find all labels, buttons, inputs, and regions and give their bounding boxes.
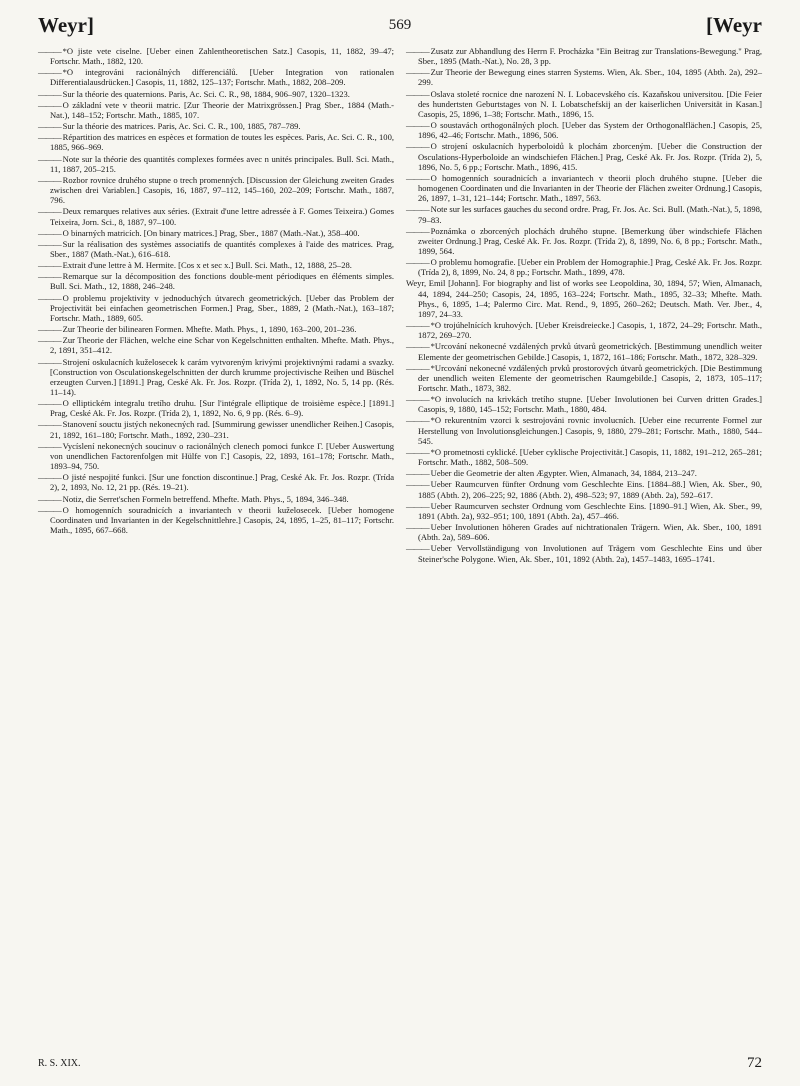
bibliography-entry: ——— Oslava stoleté rocnice dne narození N. I. Lobacevského cís. Kazaňskou universitou. [Die Feier des hundertsten Geburtstages von N. I. Lobatschefskij an der kaiserlichen Universität in Kasan.] Casopis, 25, 1896, 1–38; Fortschr. Math., 1896, 15. xyxy=(406,89,762,119)
bibliography-entry: ——— Ueber Raumcurven fünfter Ordnung vom Geschlechte Eins. [1884–88.] Wien, Ak. Sber., 90, 1885 (Abth. 2), 206–225; 92, 1886 (Abth. 2), 498–523; 97, 1889 (Abth. 2a), 592–617. xyxy=(406,479,762,499)
bibliography-entry: ——— O homogenních souradnicích a invariantech v theorii kuželosecek. [Ueber homogene Coordinaten und Invarianten in der Kegelschnittlehre.] Casopis, 24, 1895, 1–25, 81–117; Fortschr. Math., 1895, 667–668. xyxy=(38,505,394,535)
bibliography-entry: ——— Note sur la théorie des quantités complexes formées avec n unités principales. Bull. Sci. Math., 11, 1887, 205–215. xyxy=(38,154,394,174)
bibliography-entry: ——— Extrait d'une lettre à M. Hermite. [Cos x et sec x.] Bull. Sci. Math., 12, 1888, 25–28. xyxy=(38,260,394,270)
bibliography-entry: ——— *Urcování nekonecné vzdálených prvků prostorových útvarů geometrických. [Die Bestimmung der unendlich weiten Elemente der geometrischen Raumgebilde.] Casopis, 2, 1873, 105–117; Fortschr. Math., 1873, 382. xyxy=(406,363,762,393)
bibliography-entry: ——— Sur la théorie des quaternions. Paris, Ac. Sci. C. R., 98, 1884, 906–907, 1320–1323. xyxy=(38,89,394,99)
running-header xyxy=(38,10,762,40)
bibliography-entry: ——— *O rekurentním vzorci k sestrojováni rovnic involucních. [Ueber eine recurrente Formel zur Herstellung von Involutionsgleichungen.] Casopis, 9, 1880, 279–281; Fortschr. Math., 1880, 544–545. xyxy=(406,415,762,445)
bibliography-entry: ——— *O trojúhelnících kruhových. [Ueber Kreisdreiecke.] Casopis, 1, 1872, 24–29; Fortschr. Math., 1872, 269–270. xyxy=(406,320,762,340)
bibliography-entry: ——— O soustavách orthogonálných ploch. [Ueber das System der Orthogonalflächen.] Casopis, 25, 1896, 42–46; Fortschr. Math., 1896, 506. xyxy=(406,120,762,140)
bibliography-entry: Weyr, Emil [Johann]. For biography and list of works see Leopoldina, 30, 1894, 57; Wien, Almanach, 44, 1894, 244–250; Casopis, 24, 1895, 163–224; Fortschr. Math., 1895, 32–33; Mhefte. Math. Phys., 6, 1895, 1–4; Palermo Circ. Mat. Rend., 9, 1895, 260–262; Deutsch. Math. Ver. Jber., 4, 1897, 24–33. xyxy=(406,278,762,319)
bibliography-entry: ——— *O integrováni racionálných differenciálů. [Ueber Integration von rationalen Differentialausdrücken.] Casopis, 11, 1882, 125–137; Fortschr. Math., 1882, 208–209. xyxy=(38,67,394,87)
bibliography-entry: ——— O homogenních souradnicích a invariantech v theorii ploch druhého stupne. [Ueber die homogenen Coordinaten und die Invarianten in der Theorie der Flächen zweiter Ordnung.] Casopis, 26, 1897, 1–31, 121–144; Fortschr. Math., 1897, 563. xyxy=(406,173,762,203)
bibliography-entry: ——— Zur Theorie der bilinearen Formen. Mhefte. Math. Phys., 1, 1890, 163–200, 201–236. xyxy=(38,324,394,334)
bibliography-entry: ——— Rozbor rovnice druhého stupne o trech promenných. [Discussion der Gleichung zweiten Grades zwischen drei Variablen.] Casopis, 16, 1887, 97–112, 145–160, 202–209; Fortschr. Math., 1887, 796. xyxy=(38,175,394,205)
bibliography-entry: ——— O strojení oskulacních hyperboloidů k plochám zborceným. [Ueber die Construction der Osculations-Hyperboloide an windschiefen Flächen.] Prag, Ceské Ak. Fr. Jos. Rozpr. (Trída 2), 5, 1896, No. 5, 6 pp.; Fortschr. Math., 1896, 415. xyxy=(406,141,762,171)
bibliography-entry: ——— O problemu homografie. [Ueber ein Problem der Homographie.] Prag, Ceské Ak. Fr. Jos. Rozpr. (Trída 2), 8, 1899, No. 24, 8 pp.; Fortschr. Math., 1899, 478. xyxy=(406,257,762,277)
page-number-bottom: 72 xyxy=(747,1054,762,1071)
bibliography-entry: ——— Répartition des matrices en espèces et formation de toutes les espèces. Paris, Ac. Sci. C. R., 100, 1885, 966–969. xyxy=(38,132,394,152)
bibliography-entry: ——— Poznámka o zborcených plochách druhého stupne. [Bemerkung über windschiefe Flächen zweiter Ordnung.] Prag, Ceské Ak. Fr. Jos. Rozpr. (Trída 2), 8, 1899, No. 6, 8 pp.; Fortschr. Math., 1899, 564. xyxy=(406,226,762,256)
bibliography-entry: ——— Note sur les surfaces gauches du second ordre. Prag, Fr. Jos. Ac. Sci. Bull. (Math.-Nat.), 5, 1898, 79–83. xyxy=(406,204,762,224)
bibliography-entry: ——— Zur Theorie der Bewegung eines starren Systems. Wien, Ak. Sber., 104, 1895 (Abth. 2a), 292–299. xyxy=(406,67,762,87)
right-column xyxy=(406,46,762,1051)
bibliography-entry: ——— Ueber die Geometrie der alten Ægypter. Wien, Almanach, 34, 1884, 213–247. xyxy=(406,468,762,478)
bibliography-entry: ——— Remarque sur la décomposition des fonctions double-ment périodiques en éléments simples. Bull. Sci. Math., 12, 1888, 246–248. xyxy=(38,271,394,291)
bibliography-entry: ——— Vycíslení nekonecných soucinuv o racionálných clenech pomoci funkce Γ. [Ueber Auswertung von unendlichen Factorenfolgen mit Hülfe von Γ.] Casopis, 22, 1893, 161–178; Fortschr. Math., 1893–94, 750. xyxy=(38,441,394,471)
bibliography-entry: ——— O elliptickém integralu tretího druhu. [Sur l'intégrale elliptique de troisième espèce.] [1891.] Prag, Ceské Ak. Fr. Jos. Rozpr. (Trída 2), 1, 1892, No. 6, 9 pp. (Rés. 6–9). xyxy=(38,398,394,418)
bibliography-entry: ——— Stanovení souctu jistých nekonecných rad. [Summirung gewisser unendlicher Reihen.] Casopis, 21, 1892, 161–180; Fortschr. Math., 1892, 230–231. xyxy=(38,419,394,439)
bibliography-entry: ——— Zusatz zur Abhandlung des Herrn F. Procházka "Ein Beitrag zur Translations-Bewegung." Prag, Sber., 1895 (Math.-Nat.), No. 28, 3 pp. xyxy=(406,46,762,66)
two-column-body xyxy=(38,46,762,1051)
signature-mark: R. S. XIX. xyxy=(38,1057,81,1069)
bibliography-entry: ——— O základní vete v theorii matric. [Zur Theorie der Matrixgrössen.] Prag Sber., 1884 (Math.-Nat.), 148–152; Fortschr. Math., 1885, 107. xyxy=(38,100,394,120)
bibliography-entry: ——— Sur la réalisation des systèmes associatifs de quantités complexes à l'aide des matrices. Prag, Sber., 1887 (Math.-Nat.), 616–618. xyxy=(38,239,394,259)
left-column xyxy=(38,46,394,1051)
bibliography-entry: ——— *O prometnosti cyklické. [Ueber cyklische Projectivität.] Casopis, 11, 1882, 191–212, 265–281; Fortschr. Math., 1882, 508–509. xyxy=(406,447,762,467)
bibliography-entry: ——— Notiz, die Serret'schen Formeln betreffend. Mhefte. Math. Phys., 5, 1894, 346–348. xyxy=(38,494,394,504)
header-left: Weyr] xyxy=(38,12,94,37)
page-number-top: 569 xyxy=(388,16,412,33)
bibliography-entry: ——— O problemu projektivity v jednoduchých útvarech geometrických. [Ueber das Problem der Projectivität bei einfachen geometrischen Formen.] Prag, Sber., 1889, 2 (Math.-Nat.), 163–187; Fortschr. Math., 1889, 605. xyxy=(38,293,394,323)
bibliography-entry: ——— *Urcování nekonecné vzdálených prvků útvarů geometrických. [Bestimmung unendlich weiter Elemente der geometrischen Gebilde.] Casopis, 1, 1872, 161–186; Fortschr. Math., 1872, 328–329. xyxy=(406,341,762,361)
bibliography-entry: ——— Ueber Raumcurven sechster Ordnung vom Geschlechte Eins. [1890–91.] Wien, Ak. Sber., 99, 1891 (Abth. 2a), 932–951; 100, 1891 (Abth. 2a), 457–466. xyxy=(406,501,762,521)
bibliography-entry: ——— Zur Theorie der Flächen, welche eine Schar von Kegelschnitten enthalten. Mhefte. Math. Phys., 2, 1891, 351–412. xyxy=(38,335,394,355)
bibliography-entry: ——— Sur la théorie des matrices. Paris, Ac. Sci. C. R., 100, 1885, 787–789. xyxy=(38,121,394,131)
page-footer xyxy=(38,1053,762,1073)
bibliography-entry: ——— *O jiste vete ciselne. [Ueber einen Zahlentheoretischen Satz.] Casopis, 11, 1882, 39–47; Fortschr. Math., 1882, 120. xyxy=(38,46,394,66)
bibliography-entry: ——— Deux remarques relatives aux séries. (Extrait d'une lettre adressée à F. Gomes Teixeira.) Gomes Teixeira, Jorn. Sci., 8, 1887, 97–100. xyxy=(38,206,394,226)
bibliography-entry: ——— Ueber Vervollständigung von Involutionen auf Trägern vom Geschlechte Eins und über Steiner'sche Polygone. Wien, Ak. Sber., 101, 1892 (Abth. 2a), 1457–1483, 1695–1741. xyxy=(406,543,762,563)
bibliography-entry: ——— O jisté nespojité funkci. [Sur une fonction discontinue.] Prag, Ceské Ak. Fr. Jos. Rozpr. (Trída 2), 2, 1893, No. 12, 21 pp. (Rés. 19–21). xyxy=(38,472,394,492)
header-right: [Weyr xyxy=(706,12,762,37)
bibliography-entry: ——— Ueber Involutionen höheren Grades auf nichtrationalen Trägern. Wien, Ak. Sber., 100, 1891 (Abth. 2a), 589–606. xyxy=(406,522,762,542)
bibliography-entry: ——— O binarných matricích. [On binary matrices.] Prag, Sber., 1887 (Math.-Nat.), 358–400. xyxy=(38,228,394,238)
bibliography-entry: ——— Strojení oskulacních kuželosecek k carám vytvoreným krivými projektivnými radami a svazky. [Construction von Osculationskegelschnitten der durch krumme projectivische Reihen und Büschel erzeugten Curven.] [1891.] Prag, Ceské Ak. Fr. Jos. Rozpr. (Trída 2), 1, 1892, No. 5, 14 pp. (Rés. 11–14). xyxy=(38,357,394,398)
bibliography-entry: ——— *O involucích na krivkách tretího stupne. [Ueber Involutionen bei Curven dritten Grades.] Casopis, 9, 1880, 145–152; Fortschr. Math., 1880, 484. xyxy=(406,394,762,414)
